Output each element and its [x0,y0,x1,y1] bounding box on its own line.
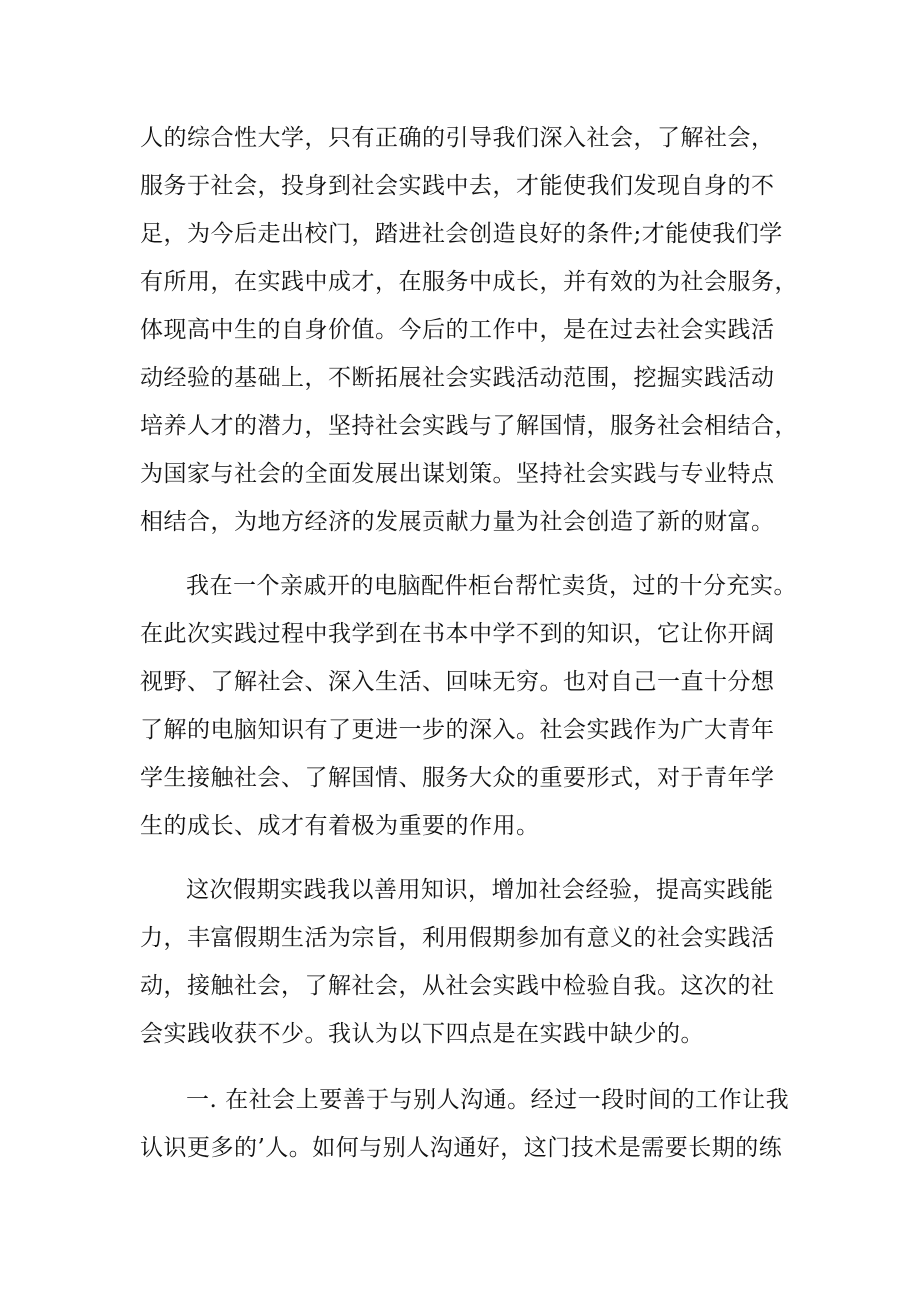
text-line: 视野、了解社会、深入生活、回味无穷。也对自己一直十分想 [140,669,775,695]
text-line: 学生接触社会、了解国情、服务大众的重要形式，对于青年学 [140,765,775,791]
text-line: 认识更多的’人。如何与别人沟通好，这门技术是需要长期的练 [140,1135,783,1161]
text-line: 了解的电脑知识有了更进一步的深入。社会实践作为广大青年 [140,717,775,743]
text-line: 我在一个亲戚开的电脑配件柜台帮忙卖货，过的十分充实。 [186,573,797,599]
text-line: 动经验的基础上，不断拓展社会实践活动范围，挖掘实践活动 [140,365,775,391]
text-line: 相结合，为地方经济的发展贡献力量为社会创造了新的财富。 [140,509,775,535]
text-line: 体现高中生的自身价值。今后的工作中，是在过去社会实践活 [140,317,775,343]
text-line: 这次假期实践我以善用知识，增加社会经验，提高实践能 [186,877,774,903]
text-line: 足，为今后走出校门，踏进社会创造良好的条件;才能使我们学 [140,221,783,247]
text-line: 会实践收获不少。我认为以下四点是在实践中缺少的。 [140,1021,704,1047]
text-line: 服务于社会，投身到社会实践中去，才能使我们发现自身的不 [140,173,775,199]
text-line: 人的综合性大学，只有正确的引导我们深入社会，了解社会， [140,125,775,151]
text-line: 在此次实践过程中我学到在书本中学不到的知识，它让你开阔 [140,621,775,647]
text-line: 生的成长、成才有着极为重要的作用。 [140,813,540,839]
text-line: 动，接触社会，了解社会，从社会实践中检验自我。这次的社 [140,973,775,999]
text-line: 有所用，在实践中成才，在服务中成长，并有效的为社会服务， [140,269,798,295]
text-line: 一. 在社会上要善于与别人沟通。经过一段时间的工作让我 [186,1087,790,1113]
text-line: 力，丰富假期生活为宗旨，利用假期参加有意义的社会实践活 [140,925,775,951]
text-line: 培养人才的潜力，坚持社会实践与了解国情，服务社会相结合， [140,413,798,439]
text-line: 为国家与社会的全面发展出谋划策。坚持社会实践与专业特点 [140,461,775,487]
